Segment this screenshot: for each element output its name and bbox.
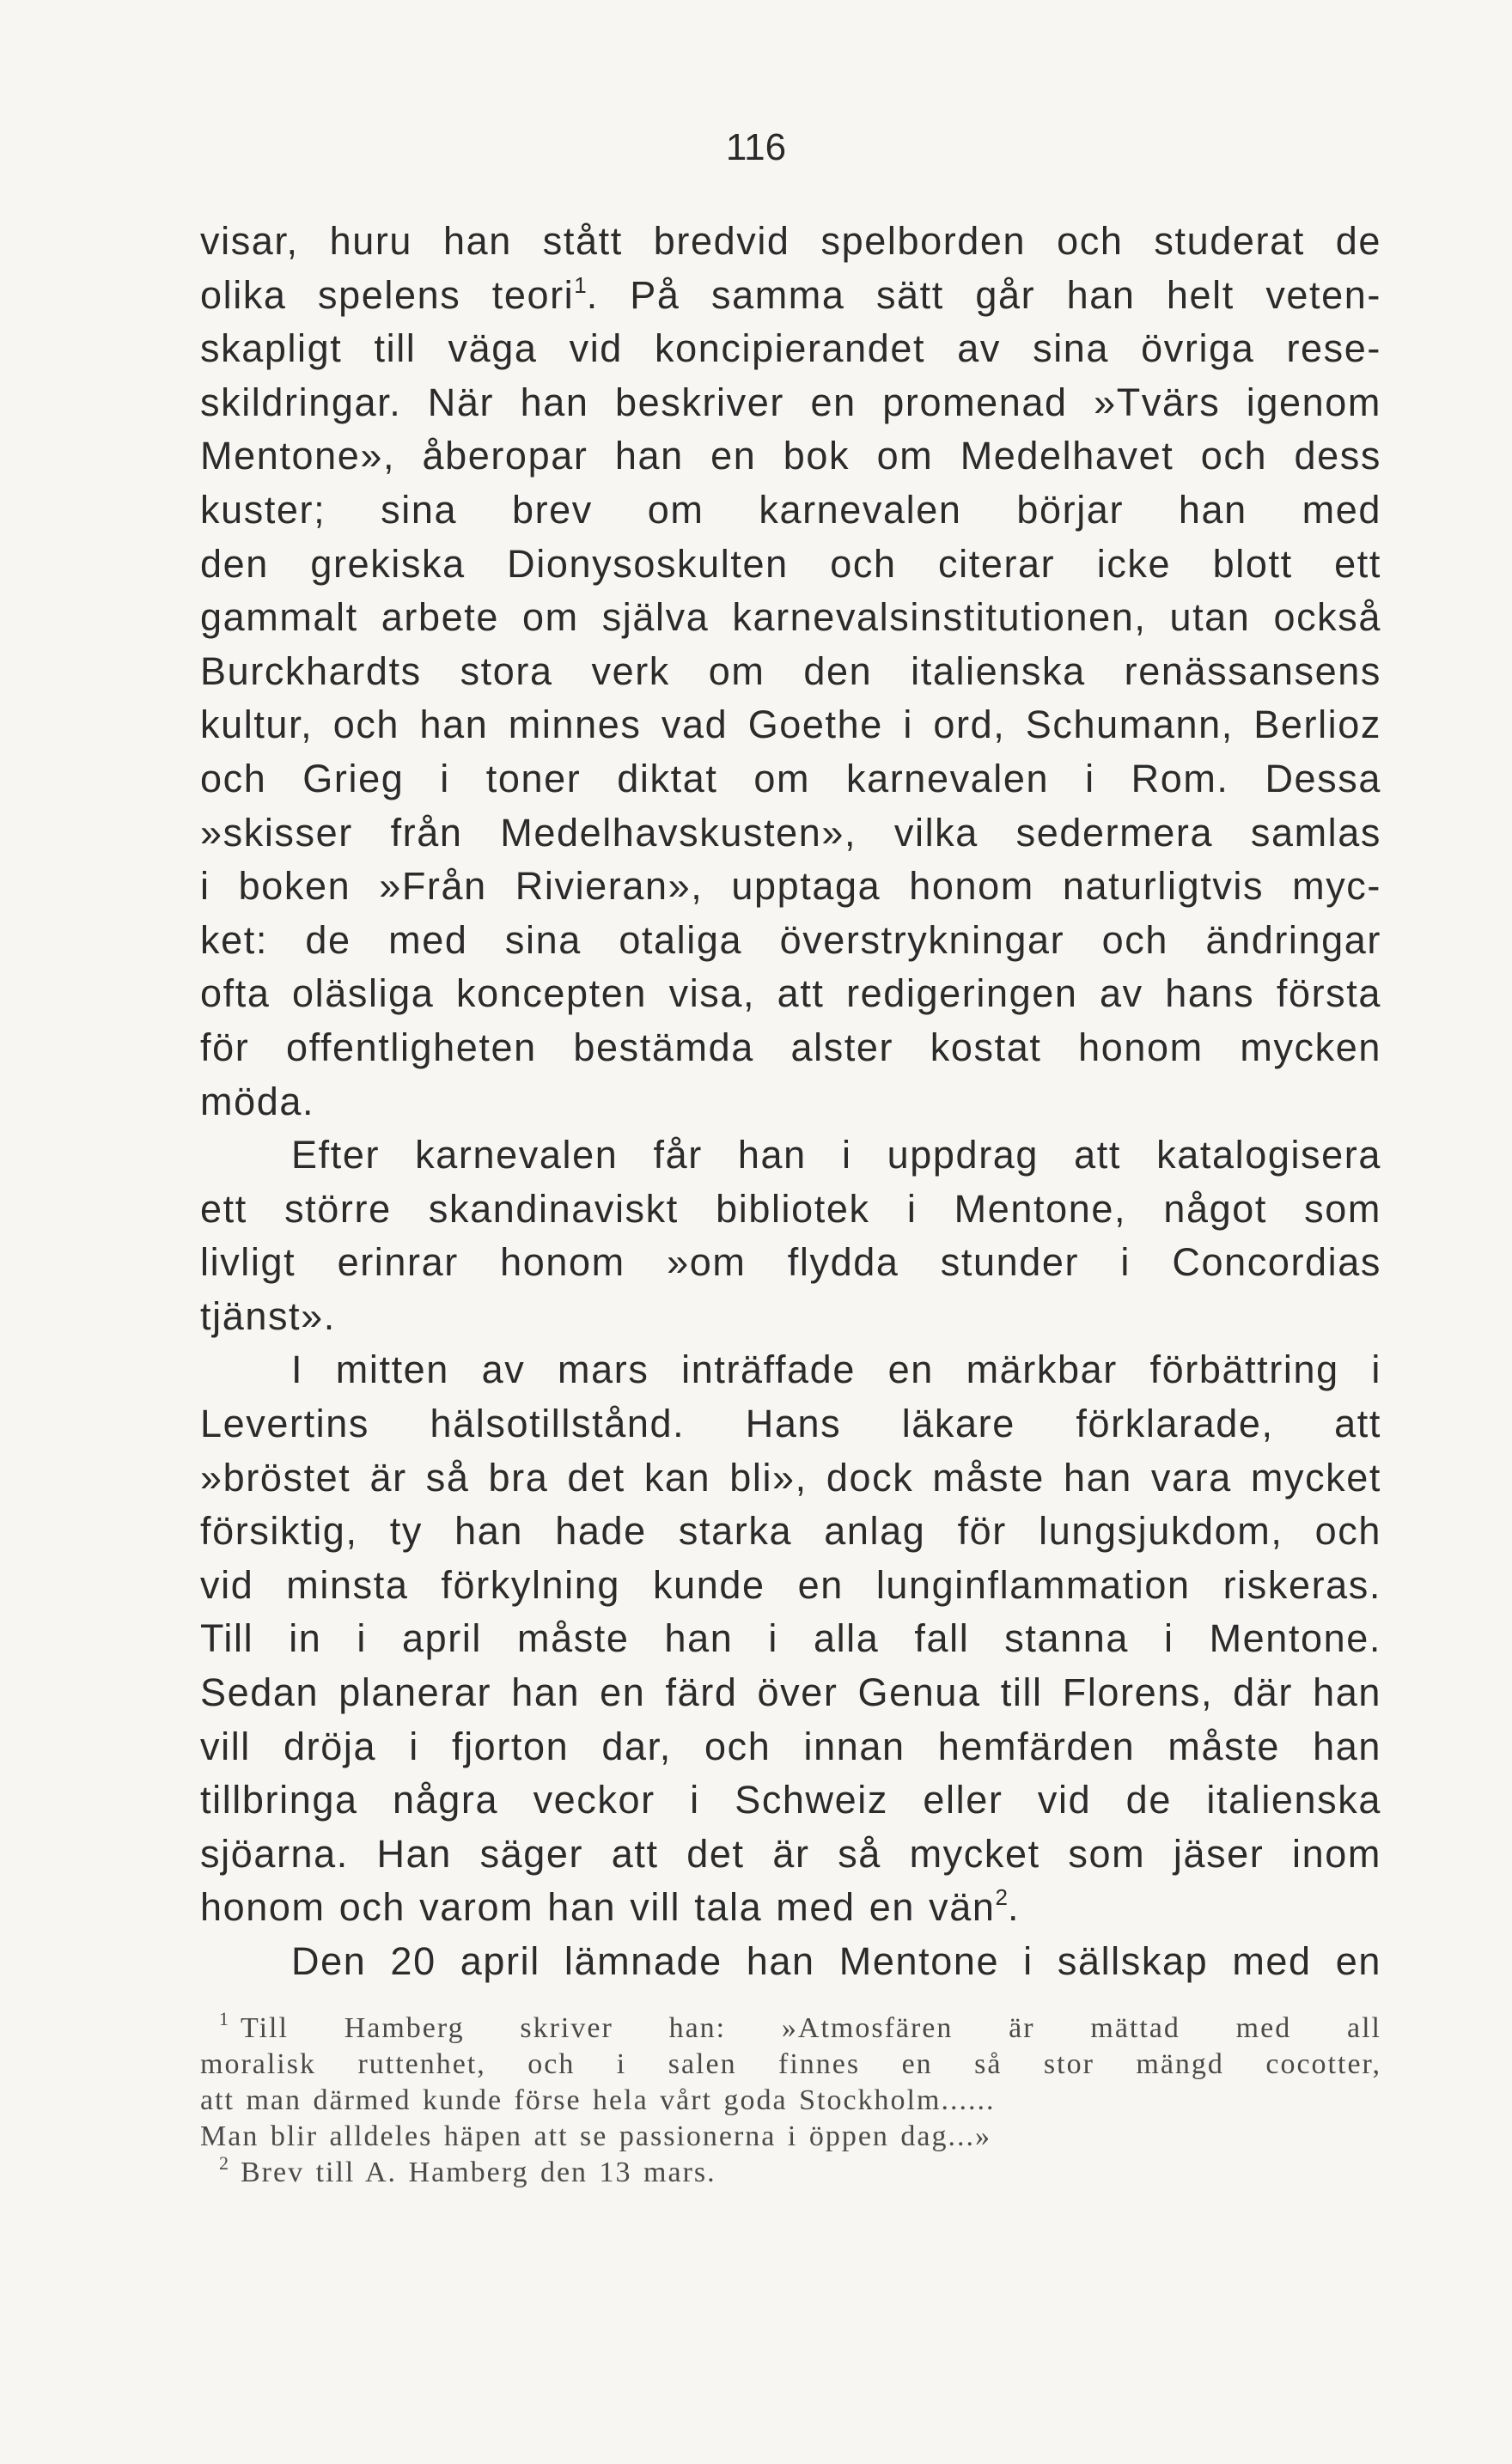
footnote-1: $^1$ Till Hamberg skriver han: »Atmosfären är mättad med all [219,2008,1381,2044]
text-line: den grekiska Dionysoskulten och citerar icke blott ett [200,541,1381,586]
text-line: tillbringa några veckor i Schweiz eller vid de italienska [200,1778,1381,1822]
text-line: visar, huru han stått bredvid spelborden och studerat de [200,219,1381,263]
text-line: olika spelens teori$^1$. På samma sätt går han helt veten- [200,271,1381,317]
text-line: kuster; sina brev om karnevalen börjar han med [200,487,1381,532]
text-line: för offentligheten bestämda alster kostat honom mycken [200,1025,1381,1069]
text-line: kultur, och han minnes vad Goethe i ord, Schumann, Berlioz [200,703,1381,747]
text-line: ett större skandinaviskt bibliotek i Mentone, något som [200,1186,1381,1231]
text-line: Sedan planerar han en färd över Genua till Florens, där han [200,1670,1381,1715]
text-line: Den 20 april lämnade han Mentone i sällskap med en [291,1939,1381,1983]
footnote-ref: 2 [995,1884,1008,1911]
text-line: Mentone», åberopar han en bok om Medelhavet och dess [200,434,1381,478]
footnote-number: 1 [219,2008,229,2029]
text-line: ofta oläsliga koncepten visa, att redigeringen av hans första [200,971,1381,1016]
text-line: I mitten av mars inträffade en märkbar förbättring i [291,1348,1381,1392]
footnote-1-line: att man därmed kunde förse hela vårt goda Stockholm...... [200,2084,996,2116]
text-line: Burckhardts stora verk om den italienska renässansens [200,648,1381,693]
text-line: vill dröja i fjorton dar, och innan hemfärden måste han [200,1724,1381,1768]
footnotes [200,2008,1381,2191]
footnote-number: 2 [219,2152,229,2174]
text-line: Efter karnevalen får han i uppdrag att katalogisera [291,1133,1381,1177]
text-line: gammalt arbete om själva karnevalsinstitutionen, utan också [200,595,1381,640]
text-line: och Grieg i toner diktat om karnevalen i Rom. Dessa [200,756,1381,800]
text-line: Till in i april måste han i alla fall stanna i Mentone. [200,1616,1381,1661]
footnote-1-line: moralisk ruttenhet, och i salen finnes en så stor mängd cocotter, [200,2048,1381,2080]
footnote-2: $^2$ Brev till A. Hamberg den 13 mars. [219,2152,716,2188]
page-number: 116 [725,126,787,168]
text-line: försiktig, ty han hade starka anlag för lungsjukdom, och [200,1509,1381,1554]
text-line: möda. [200,1079,315,1123]
footnote-ref: 1 [574,271,587,298]
text-line: »bröstet är så bra det kan bli», dock måste han vara mycket [200,1455,1381,1500]
text-line: tjänst». [200,1293,336,1338]
text-line: i boken »Från Rivieran», upptaga honom naturligtvis myc- [200,864,1381,909]
text-line: skapligt till väga vid koncipierandet av sina övriga rese- [200,326,1381,371]
footnote-1-line: Man blir alldeles häpen att se passionerna i öppen dag...» [200,2120,991,2152]
text-line: Levertins hälsotillstånd. Hans läkare förklarade, att [200,1402,1381,1446]
text-line: ket: de med sina otaliga överstrykningar och ändringar [200,917,1381,962]
text-line: sjöarna. Han säger att det är så mycket som jäser inom [200,1831,1381,1876]
text-line: »skisser från Medelhavskusten», vilka sedermera samlas [200,810,1381,855]
text-line: honom och varom han vill tala med en vän$^2$. [200,1884,1021,1930]
text-line: skildringar. När han beskriver en promenad »Tvärs igenom [200,380,1381,424]
text-line: vid minsta förkylning kunde en lunginflammation riskeras. [200,1562,1381,1607]
body-text [200,215,1381,1989]
text-line: livligt erinrar honom »om flydda stunder i Concordias [200,1240,1381,1285]
